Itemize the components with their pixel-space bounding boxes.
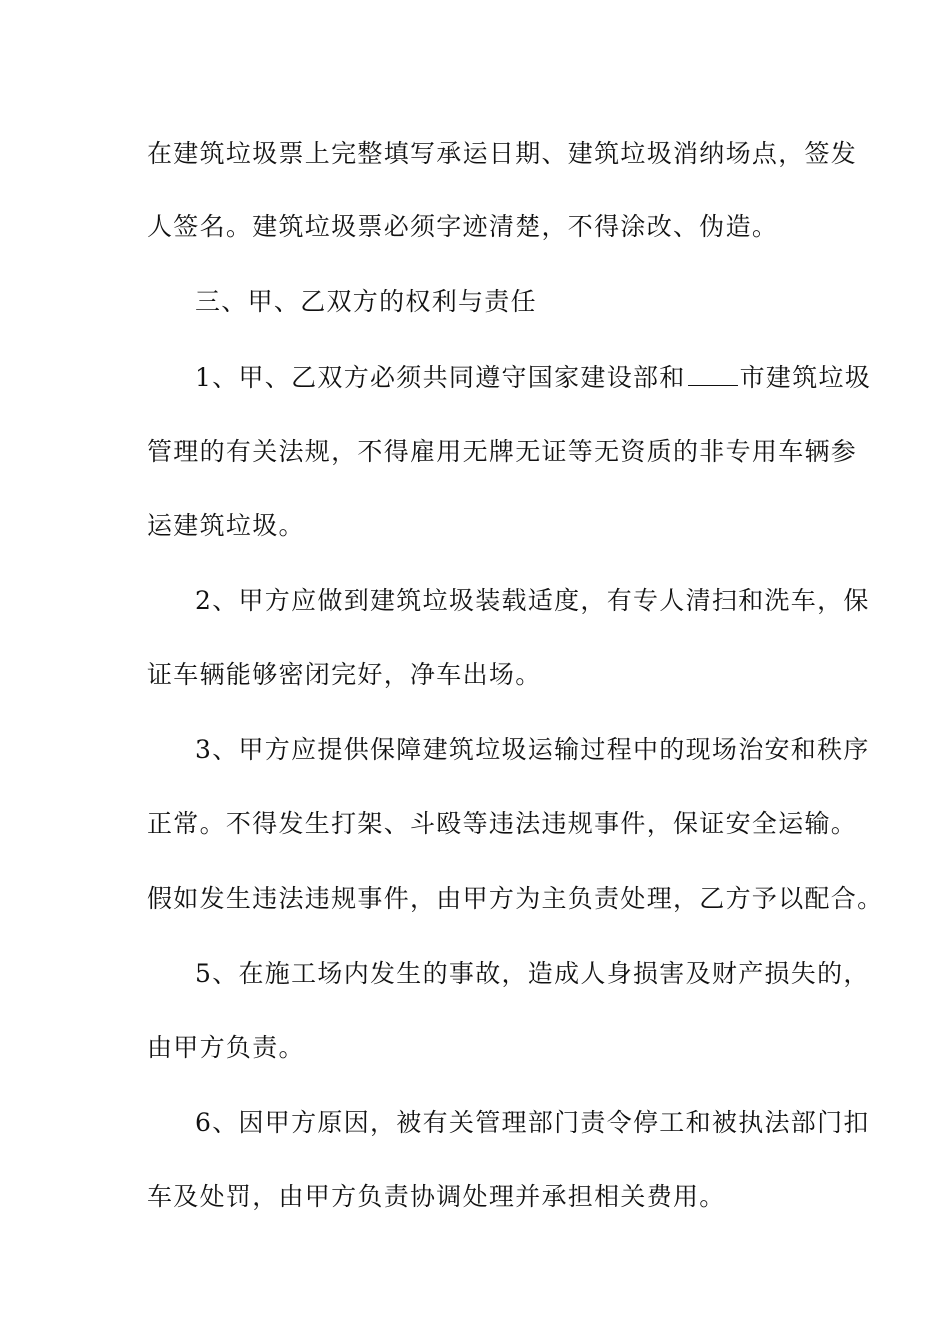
text-line: 管理的有关法规，不得雇用无牌无证等无资质的非专用车辆参 [147, 437, 858, 466]
clause-1-end: 市建筑垃圾 [739, 363, 872, 392]
text-line: 在建筑垃圾票上完整填写承运日期、建筑垃圾消纳场点，签发 [147, 139, 858, 168]
text-line [195, 361, 872, 395]
text-line: 5、在施工场内发生的事故，造成人身损害及财产损失的， [195, 959, 870, 988]
text-line: 运建筑垃圾。 [147, 511, 305, 540]
text-line: 车及处罚，由甲方负责协调处理并承担相关费用。 [147, 1182, 726, 1211]
text-line: 2、甲方应做到建筑垃圾装载适度，有专人清扫和洗车，保 [195, 586, 870, 615]
text-line: 6、因甲方原因，被有关管理部门责令停工和被执法部门扣 [195, 1108, 870, 1137]
text-line: 人签名。建筑垃圾票必须字迹清楚，不得涂改、伪造。 [147, 212, 779, 241]
fill-in-blank [688, 363, 738, 386]
text-line: 由甲方负责。 [147, 1033, 305, 1062]
clause-1-start: 1、甲、乙双方必须共同遵守国家建设部和 [195, 363, 686, 392]
text-line: 3、甲方应提供保障建筑垃圾运输过程中的现场治安和秩序 [195, 735, 870, 764]
section-heading: 三、甲、乙双方的权利与责任 [195, 287, 537, 316]
text-line: 证车辆能够密闭完好，净车出场。 [147, 660, 542, 689]
text-line: 假如发生违法违规事件，由甲方为主负责处理，乙方予以配合。 [147, 884, 884, 913]
text-line: 正常。不得发生打架、斗殴等违法违规事件，保证安全运输。 [147, 809, 858, 838]
